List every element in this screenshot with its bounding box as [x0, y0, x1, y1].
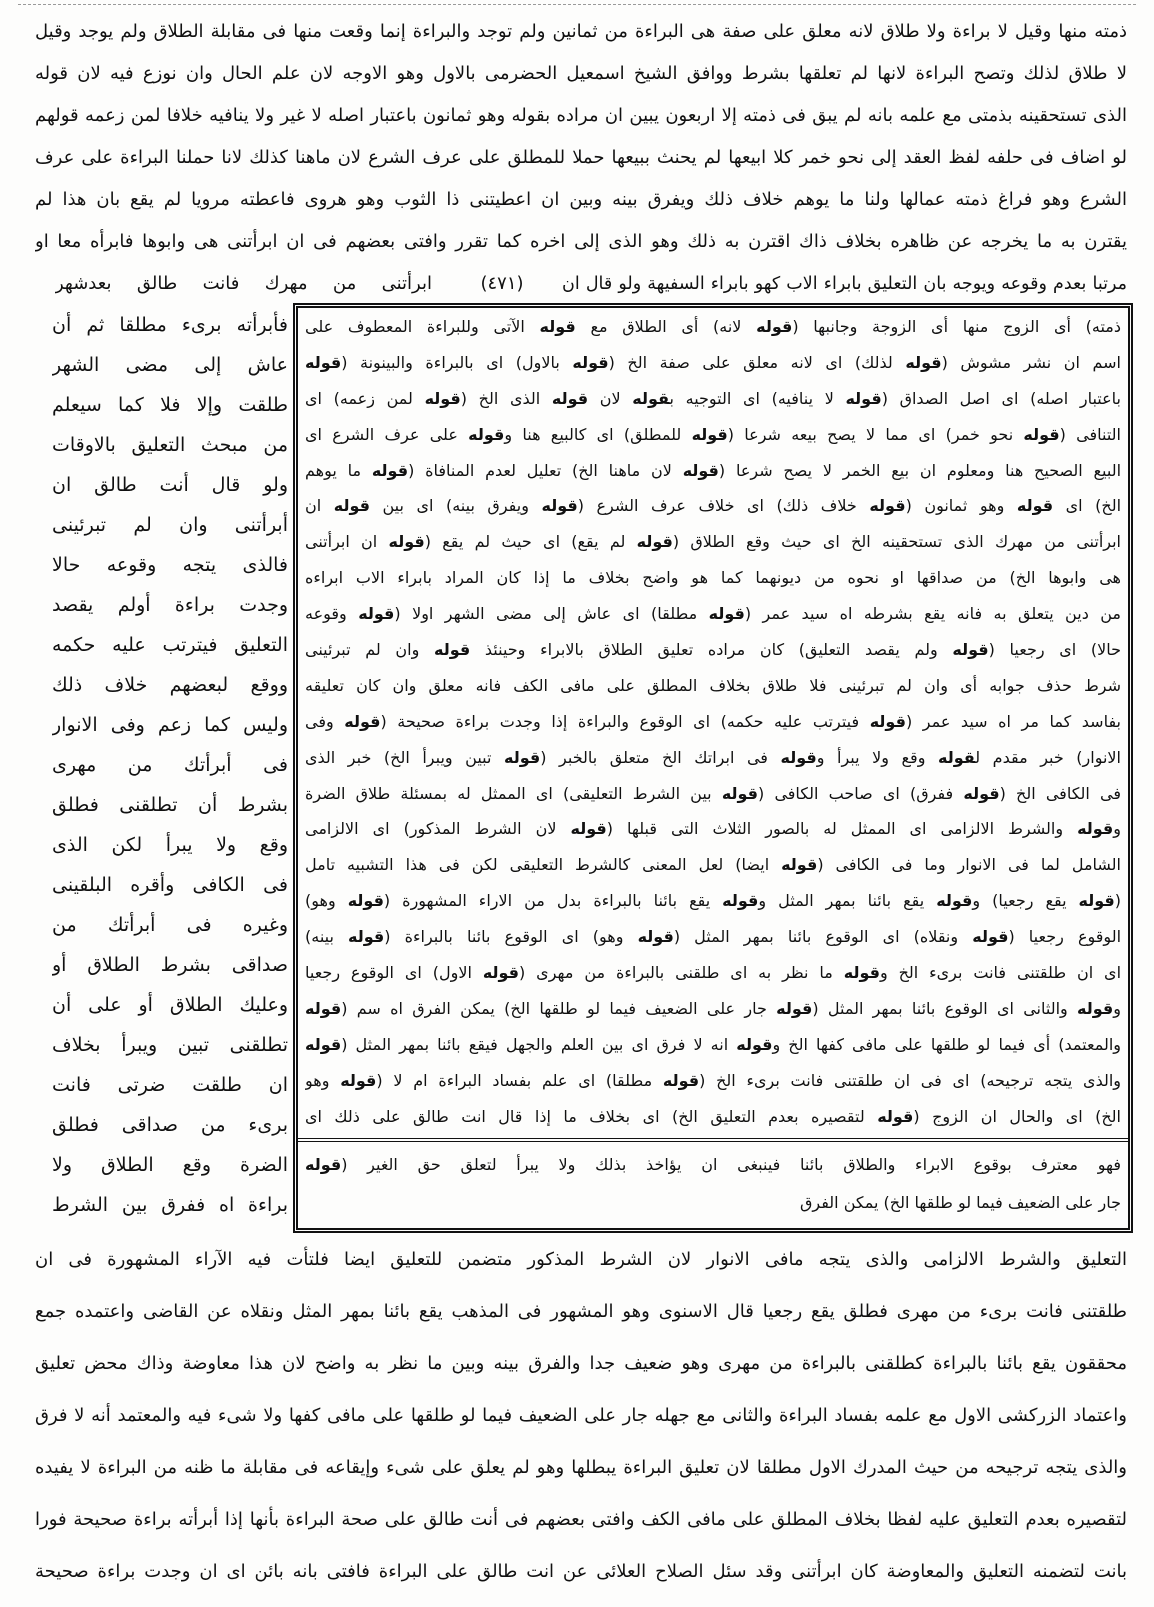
hashiya-line: الانوار) خبر مقدم لقوله وقع ولا يبرأ وقوله فى ابراتك الخ متعلق بالخبر (قوله تبين ويبرأ الخ) خبر الذى	[305, 747, 1121, 767]
main-text-top	[35, 11, 1127, 305]
margin-line: صداقى بشرط الطلاق أو	[52, 954, 288, 976]
margin-line: فالذى يتجه وقوعه حالا	[52, 554, 288, 576]
main-text-segment: ابرأتنى من مهرك فانت طالق بعدشهر	[55, 273, 432, 294]
hashiya-line: البيع الصحيح هنا ومعلوم ان بيع الخمر لا يصح شرعا (قوله لان ماهنا الخ) تعليل لعدم المنافاة (قوله ما يوهم	[305, 460, 1121, 480]
margin-line: برىء من صداقى فطلق	[52, 1114, 288, 1136]
main-text-line: لتقصيره بعدم التعليق عليه لفظا بخلاف المطلق على مافى الكف وافتى بعضهم فى أنت طالق على صحة البراءة بأنها إذا أبرأته براءة صحيحة فورا	[35, 1509, 1127, 1530]
hashiya-line: وقوله والشرط الالزامى اى الممثل له بالصور الثلاث التى قبلها (قوله لان الشرط المذكور) اى الالزامى	[305, 819, 1121, 839]
margin-line: براءة اه ففرق بين الشرط	[52, 1194, 288, 1216]
hashiya-line: اسم ان نشر مشوش (قوله لذلك) اى لانه معلق على صفة الخ (قوله بالاول) اى بالبراءة والبينونة (قوله	[305, 352, 1121, 372]
main-text-line-with-page-number	[35, 263, 1127, 305]
main-text-line: محققون يقع بائنا بالبراءة كطلقنى بالبراءة من مهرى وهو ضعيف جدا والفرق بينه وبين ما نظر به واضح لان هذا معاوضة وذاك محض تعليق	[35, 1353, 1127, 1374]
main-text-line: لا طلاق لذلك وتصح البراءة لانها لم تعلقها بشرط ووافق الشيخ اسمعيل الحضرمى بالاول وهو الاوجه لان علم الحال وان نوزع فيه لان قوله	[35, 63, 1127, 84]
hashiya-line: الوقوع رجعيا (قوله ونقلاه) اى الوقوع بائنا بمهر المثل (قوله وهو) اى الوقوع بائنا بالبراءة (قوله بينه)	[305, 927, 1121, 947]
hashiya-footer-line: جار على الضعيف فيما لو طلقها الخ) يمكن الفرق	[799, 1193, 1121, 1212]
margin-line: تطلقنى تبين ويبرأ بخلاف	[52, 1034, 288, 1056]
main-text-line: بانت لتضمنه التعليق والمعاوضة كان ابرأتنى وقد سئل الصلاح العلائى عن انت طالق على البراءة فافتى بانه بائن اى ان وجدت براءة صحيحة	[35, 1561, 1127, 1582]
hashiya-footer-line: فهو معترف بوقوع الابراء والطلاق بائنا فينبغى ان يؤاخذ بذلك ولا يبرأ لتعلق حق الغير (قوله	[305, 1155, 1121, 1174]
hashiya-line: والذى يتجه ترجيحه) اى فى ان طلقتنى فانت برىء الخ (قوله مطلقا) اى علم بفساد البراءة ام لا (قوله وهو	[305, 1070, 1121, 1090]
margin-line: بشرط أن تطلقنى فطلق	[52, 794, 288, 816]
margin-line: ان طلقت ضرتى فانت	[52, 1074, 288, 1096]
hashiya-line: (قوله يقع رجعيا) وقوله يقع بائنا بمهر المثل وقوله يقع بائنا بالبراءة بدل من الاراء المشهورة (قوله وهو)	[305, 891, 1121, 911]
hashiya-line: من دين يتعلق به فانه يقع بشرطه اه سيد عمر (قوله مطلقا) اى عاش إلى مضى الشهر اولا (قوله وقوعه	[305, 604, 1121, 624]
main-text-segment: مرتبا بعدم وقوعه ويوجه بان التعليق بابراء الاب كهو بابراء السفيهة ولو قال ان	[562, 274, 1127, 294]
hashiya-line: فى الكافى الخ (قوله ففرق) اى صاحب الكافى (قوله بين الشرط التعليقى) اى الممثل له بمسئلة طلاق الضرة	[305, 783, 1121, 803]
margin-line: ولو قال أنت طالق ان	[52, 474, 288, 496]
margin-line: وليس كما زعم وفى الانوار	[52, 714, 288, 736]
main-text-line: يقترن به ما يخرجه عن ظاهره بخلاف ذاك اقترن به ذلك وهو الذى إلى اخره كما تقرر وافتى بعضهم فى ان ابرأتنى هى وابوها فابرأه معا او	[35, 231, 1127, 252]
main-text-bottom	[35, 1234, 1127, 1598]
margin-line: ووقع لبعضهم خلاف ذلك	[52, 674, 288, 696]
hashiya-line: بفاسد كما مر اه سيد عمر (قوله فيترتب عليه حكمه) اى الوقوع والبراءة إذا وجدت براءة صحيحة (قوله وفى	[305, 711, 1121, 731]
margin-line: وجدت براءة أولم يقصد	[52, 594, 288, 616]
hashiya-line: ابرأتنى من مهرك الذى تستحقينه الخ اى حيث وقع الطلاق (قوله لم يقع) اى حيث لم يقع (قوله ان ابرأتنى	[305, 532, 1121, 552]
margin-line: من مبحث التعليق بالاوقات	[52, 434, 288, 456]
hashiya-line: باعتبار اصله) اى اصل الصداق (قوله لا ينافيه) اى التوجيه بقوله لان قوله الذى الخ (قوله لمن زعمه) اى	[305, 388, 1121, 408]
margin-line: فى أبرأتك من مهرى	[52, 754, 288, 776]
main-text-line: ذمته منها وقيل لا براءة ولا طلاق لانه معلق على صفة هى البراءة من ثمانين ولم توجد والبراءة إنما وقعت منها فى مقابلة الطلاق ولم يوجد وقيل	[35, 21, 1127, 42]
hashiya-footer	[305, 1146, 1121, 1222]
hashiya-line: ذمته) أى الزوج منها أى الزوجة وجانبها (قوله لانه) أى الطلاق مع قوله الآتى وللبراءة المعطوف على	[305, 317, 1121, 336]
hashiya-line: التنافى (قوله نحو خمر) اى مما لا يصح بيعه شرعا (قوله للمطلق) اى كالبيع هنا وقوله على عرف الشرع اى	[305, 424, 1121, 444]
margin-line: وقع ولا يبرأ لكن الذى	[52, 834, 288, 856]
margin-line: أبرأتنى وان لم تبرئينى	[52, 514, 288, 536]
hashiya-line: هى وابوها الخ) من صداقها او نحوه من ديونهما كما هو واضح بخلاف ما إذا كان المراد بابراء الاب ابراءه	[305, 568, 1121, 588]
hashiya-line: شرط حذف جوابه أى وان لم تبرئينى فلا طلاق بخلاف المطلق على مافى الكف فانه معلق وان كان تعليقه	[305, 675, 1121, 695]
hashiya-line: وقوله والثانى اى الوقوع بائنا بمهر المثل (قوله جار على الضعيف فيما لو طلقها الخ) يمكن الفرق اه سم (قوله	[305, 998, 1121, 1018]
margin-line: الضرة وقع الطلاق ولا	[52, 1154, 288, 1176]
margin-line: التعليق فيترتب عليه حكمه	[52, 634, 288, 656]
hashiya-text	[305, 309, 1121, 1134]
hashiya-separator	[297, 1138, 1129, 1142]
margin-line: عاش إلى مضى الشهر	[52, 354, 288, 376]
hashiya-line: الشامل لما فى الانوار وما فى الكافى (قوله ايضا) لعل المعنى كالشرط التعليقى لكن فى هذا التشبيه تامل	[305, 855, 1121, 875]
page-number: (٤٧١)	[480, 273, 524, 294]
margin-line: فأبرأته برىء مطلقا ثم أن	[52, 314, 288, 336]
main-text-line: التعليق والشرط الالزامى والذى يتجه مافى الانوار لان الشرط المذكور متضمن للتعليق ايضا فلتأت فيه الآراء المشهورة فى ان	[35, 1249, 1127, 1270]
margin-column	[52, 305, 288, 1225]
main-text-line: الشرع وهو فراغ ذمته عمالها ولنا ما يوهم خلاف ذلك ويفرق بينه وبين ان اعطيتنى ذا الثوب وهو هروى فاعطته مرويا لم يقع بان هذا لم	[35, 189, 1127, 210]
hashiya-line: حالا) اى رجعيا (قوله ولم يقصد التعليق) كان مراده تعليق الطلاق بالابراء وحينئذ قوله وان لم تبرئينى	[305, 640, 1121, 660]
main-text-line: طلقتنى فانت برىء من مهرى فطلق يقع رجعيا قال الاسنوى وهو المشهور فى المذهب يقع بائنا بمهر المثل ونقلاه عن القاضى واعتمده جمع	[35, 1301, 1127, 1322]
margin-line: وغيره فى أبرأتك من	[52, 914, 288, 936]
hashiya-line: والمعتمد) أى فيما لو طلقها على مافى كفها الخ وقوله انه لا فرق اى بين العلم والجهل فيقع بائنا بمهر المثل (قوله	[305, 1034, 1121, 1054]
main-text-line: واعتماد الزركشى الاول مع علمه بفساد البراءة والثانى مع جهله جار على الضعيف فيما لو طلقها على مافى كفها ولا شىء فيه والمعتمد أنه لا فرق	[35, 1405, 1127, 1426]
margin-line: وعليك الطلاق أو على أن	[52, 994, 288, 1016]
margin-line: طلقت وإلا فلا كما سيعلم	[52, 394, 288, 416]
hashiya-line: اى ان طلقتنى فانت برىء الخ وقوله ما نظر به اى طلقنى بالبراءة من مهرى (قوله الاول) اى الوقوع رجعيا	[305, 963, 1121, 983]
page-top-rule	[18, 4, 1136, 5]
hashiya-line: الخ) اى والحال ان الزوج (قوله لتقصيره بعدم التعليق الخ) اى بخلاف ما إذا قال انت طالق على ذلك اى	[305, 1106, 1121, 1126]
main-text-line: لو اضاف فى حلفه لفظ العقد إلى نحو خمر كلا ابيعها لم يحنث ببيعها حملا للمطلق على عرف الشرع لان ماهنا كذلك لانا حملنا البراءة على عرف	[35, 147, 1127, 168]
margin-line: فى الكافى وأقره البلقينى	[52, 874, 288, 896]
main-text-line: والذى يتجه ترجيحه من حيث المدرك الاول مطلقا لان تعليق البراءة يبطلها وهو لم يعلق على شىء وإيقاعه فى مقابلة ما ظنه من البراءة لا يفيده	[35, 1457, 1127, 1478]
hashiya-line: الخ) اى قوله وهو ثمانون (قوله خلاف ذلك) اى خلاف عرف الشرع (قوله ويفرق بينه) اى بين قوله ان	[305, 496, 1121, 516]
main-text-line: الذى تستحقينه بذمتى مع علمه بانه لم يبق فى ذمته إلا اربعون يبين ان مراده بقوله وهو ثمانون باعتبار اصله لا غير ولا ينافيه خلافا لمن زعمه قولهم	[35, 105, 1127, 126]
